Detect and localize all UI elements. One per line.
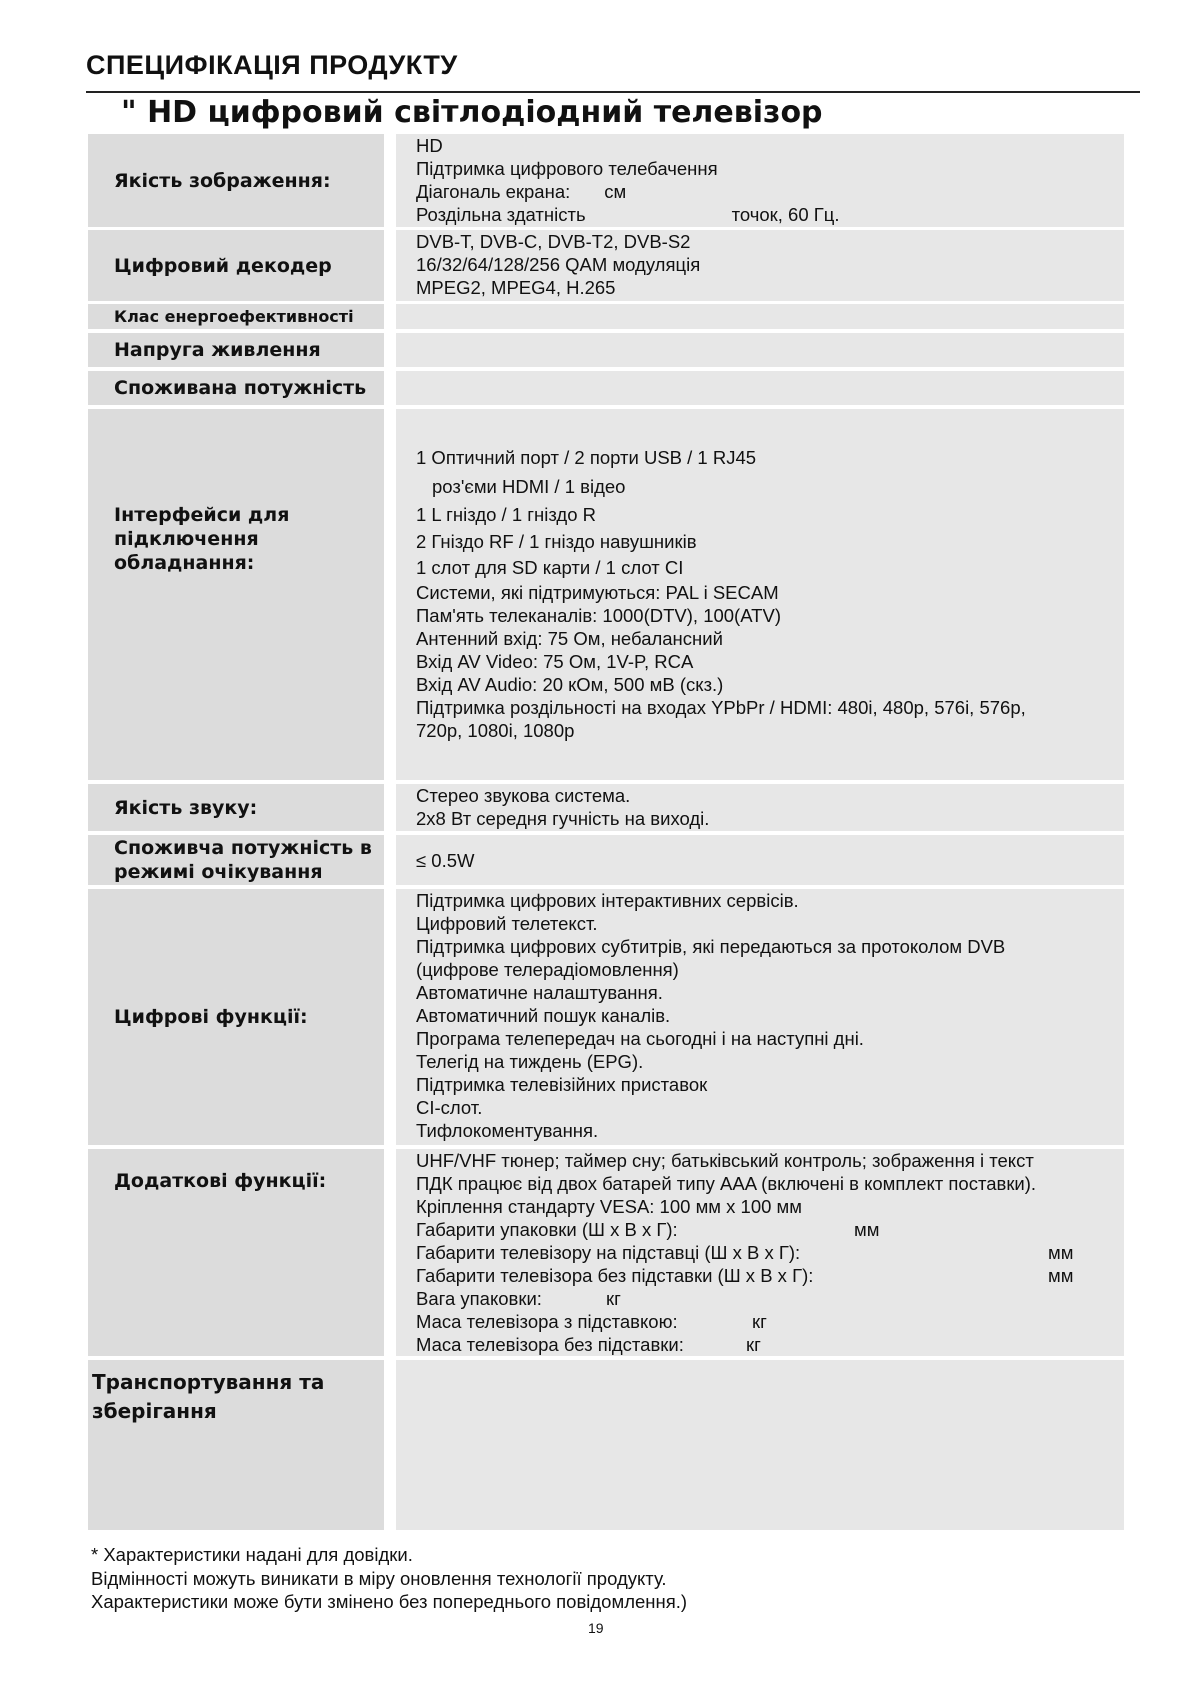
spec-line: Підтримка цифрового телебачення (416, 158, 718, 179)
spec-line: Автоматичний пошук каналів. (416, 1005, 671, 1026)
value-transport (396, 1360, 1124, 1530)
spec-line: (цифрове телерадіомовлення) (416, 959, 679, 980)
spec-line: роз'єми HDMI / 1 відео (432, 476, 626, 497)
spec-line: Вхід AV Audio: 20 кОм, 500 мВ (скз.) (416, 674, 724, 695)
title-rule (86, 91, 1140, 93)
spec-text: Маса телевізора з підставкою: (416, 1311, 678, 1332)
spec-line: 2x8 Вт середня гучність на виході. (416, 808, 710, 829)
spec-text: Габарити упаковки (Ш х В х Г): (416, 1219, 678, 1240)
spec-line (416, 1287, 1124, 1310)
spec-line (416, 180, 1124, 203)
label-sound: Якість звуку: (88, 784, 384, 831)
page-number: 19 (588, 1620, 604, 1636)
spec-line: Підтримка роздільності на входах YPbPr / HDMI: 480i, 480p, 576i, 576p, (416, 697, 1026, 718)
value-digital-functions (396, 889, 1124, 1145)
spec-line: Вхід AV Video: 75 Ом, 1V-P, RCA (416, 651, 694, 672)
spec-line: Телегід на тиждень (EPG). (416, 1051, 644, 1072)
spec-line: 1 слот для SD карти / 1 слот CI (416, 557, 684, 578)
value-interfaces (396, 409, 1124, 780)
value-power-consumption (396, 371, 1124, 405)
spec-line: DVB-T, DVB-C, DVB-T2, DVB-S2 (416, 231, 691, 252)
label-digital-functions: Цифрові функції: (88, 889, 384, 1145)
spec-unit: мм (1048, 1265, 1074, 1286)
spec-text: Габарити телевізору на підставці (Ш х В х Г): (416, 1242, 801, 1263)
label-power-supply: Напруга живлення (88, 333, 384, 367)
spec-line: 2 Гніздо RF / 1 гніздо навушників (416, 531, 697, 552)
spec-line: Підтримка телевізійних приставок (416, 1074, 708, 1095)
label-interfaces: Інтерфейси для підключення обладнання: (88, 409, 384, 780)
spec-line: MPEG2, MPEG4, H.265 (416, 277, 616, 298)
spec-text: Маса телевізора без підставки: (416, 1334, 684, 1355)
spec-line: Програма телепередач на сьогодні і на наступні дні. (416, 1028, 864, 1049)
value-power-supply (396, 333, 1124, 367)
spec-line: ПДК працює від двох батарей типу AAA (включені в комплект поставки). (416, 1173, 1037, 1194)
label-energy-class: Клас енергоефективності (88, 304, 384, 329)
spec-text: Роздільна здатність (416, 204, 586, 225)
spec-text: Вага упаковки: (416, 1288, 542, 1309)
spec-unit: мм (1048, 1242, 1074, 1263)
page-title: СПЕЦИФІКАЦІЯ ПРОДУКТУ (86, 50, 458, 80)
spec-unit: точок, 60 Гц. (731, 204, 840, 225)
spec-line (416, 1333, 1124, 1356)
spec-line: Підтримка цифрових інтерактивних сервісів. (416, 890, 799, 911)
spec-line: HD (416, 135, 443, 156)
spec-text: Габарити телевізора без підставки (Ш х В х Г): (416, 1265, 814, 1286)
spec-unit: см (604, 181, 627, 202)
spec-line (416, 203, 1124, 226)
spec-line: 1 L гніздо / 1 гніздо R (416, 504, 596, 525)
value-energy-class (396, 304, 1124, 329)
spec-unit: кг (752, 1311, 767, 1332)
spec-line: Автоматичне налаштування. (416, 982, 663, 1003)
spec-line: Антенний вхід: 75 Ом, небалансний (416, 628, 723, 649)
spec-unit: кг (746, 1334, 761, 1355)
spec-line: Тифлокоментування. (416, 1120, 599, 1141)
spec-line: Цифровий телетекст. (416, 913, 598, 934)
spec-unit: кг (606, 1288, 621, 1309)
footer-notes (91, 1543, 687, 1614)
spec-line: CI-слот. (416, 1097, 483, 1118)
spec-line (416, 1310, 1124, 1333)
footer-line: Відмінності можуть виникати в міру оновлення технології продукту. (91, 1567, 667, 1589)
spec-text: Діагональ екрана: (416, 181, 571, 202)
spec-line: Підтримка цифрових субтитрів, які передаються за протоколом DVB (416, 936, 1006, 957)
label-standby: Споживча потужність в режимі очікування (88, 835, 384, 885)
value-image-quality (396, 134, 1124, 227)
spec-line (416, 1264, 1124, 1287)
label-decoder: Цифровий декодер (88, 230, 384, 301)
label-extra-functions: Додаткові функції: (88, 1149, 384, 1356)
value-extra-functions (396, 1149, 1124, 1356)
value-sound (396, 784, 1124, 831)
label-power-consumption: Споживана потужність (88, 371, 384, 405)
label-image-quality: Якість зображення: (88, 134, 384, 227)
value-decoder (396, 230, 1124, 301)
spec-line: Пам'ять телеканалів: 1000(DTV), 100(ATV) (416, 605, 781, 626)
spec-line (416, 1241, 1124, 1264)
spec-line: 720p, 1080i, 1080p (416, 720, 575, 741)
spec-unit: мм (854, 1219, 880, 1240)
page-subtitle: " HD цифровий світлодіодний телевізор (121, 95, 823, 130)
spec-line: 16/32/64/128/256 QAM модуляція (416, 254, 701, 275)
value-standby (396, 835, 1124, 885)
spec-line: Системи, які підтримуються: PAL і SECAM (416, 582, 779, 603)
spec-line: Кріплення стандарту VESA: 100 мм x 100 мм (416, 1196, 802, 1217)
spec-line: Стерео звукова система. (416, 785, 631, 806)
label-transport: Транспортування та зберігання (88, 1360, 384, 1530)
spec-line: UHF/VHF тюнер; таймер сну; батьківський контроль; зображення і текст (416, 1150, 1034, 1171)
footer-line: Характеристики може бути змінено без попереднього повідомлення.) (91, 1591, 688, 1612)
spec-line (416, 1218, 1124, 1241)
spec-line: 1 Оптичний порт / 2 порти USB / 1 RJ45 (416, 447, 757, 468)
spec-line: ≤ 0.5W (416, 849, 475, 871)
footer-line: * Характеристики надані для довідки. (91, 1544, 413, 1565)
